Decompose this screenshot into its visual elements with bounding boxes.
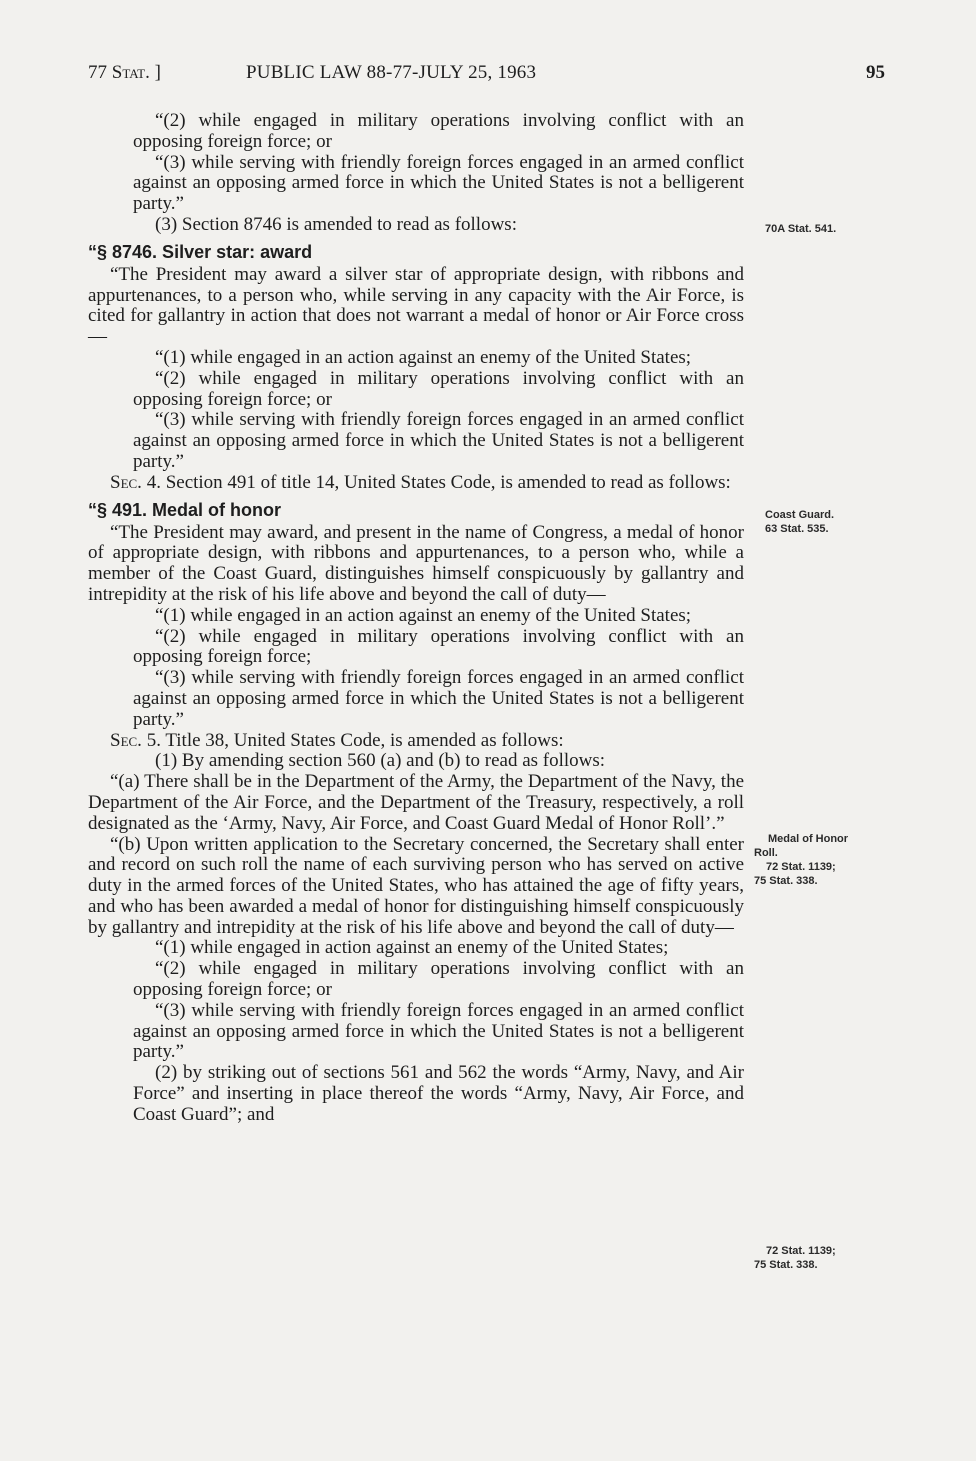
section-560-b: “(b) Upon written application to the Secretary concerned, the Secretary shall enter and record on such roll the name of each surviving person who has served on active duty in the armed forces of the United States, who has attained the age of fifty years, and who has been awarded a medal of honor for distinguishing himself conspicuously by gallantry and intrepidity at the risk of his life above and beyond the call of duty—: [88, 833, 744, 938]
section-491-heading: “§ 491. Medal of honor: [88, 499, 282, 520]
sec-5: Sec. 5. Title 38, United States Code, is amended as follows:: [110, 729, 564, 751]
section-560-a: “(a) There shall be in the Department of the Army, the Department of the Navy, the Department of the Air Force, and the Department of the Treasury, respectively, a roll designated as the ‘Army, Navy, Air Force, and Coast Guard Medal of Honor Roll’.”: [88, 771, 744, 834]
section-491-item-1: “(1) while engaged in an action against an enemy of the United States;: [155, 604, 692, 626]
section-491-item-2: “(2) while engaged in military operations involving conflict with an opposing foreign force;: [133, 625, 744, 668]
section-8746-heading: “§ 8746. Silver star: award: [88, 241, 313, 262]
page-number: 95: [866, 62, 885, 83]
sec-4: Sec. 4. Section 491 of title 14, United States Code, is amended to read as follows:: [110, 471, 731, 493]
section-8746-item-1: “(1) while engaged in an action against an enemy of the United States;: [155, 346, 692, 368]
section-491-intro: “The President may award, and present in the name of Congress, a medal of honor of appropriate design, with ribbons and appurtenances, to a person who, while a member of the Coast Guard, distinguishes himself conspicuously by gallantry and intrepidity at the risk of his life above and beyond the call of duty—: [88, 521, 744, 605]
sidenote-medal-of-honor-roll: Medal of Honor Roll. 72 Stat. 1139; 75 Stat. 338.: [754, 833, 849, 887]
sidenote-70a-stat: 70A Stat. 541.: [765, 223, 837, 235]
section-8746-item-3: “(3) while serving with friendly foreign forces engaged in an armed conflict against an opposing armed force in which the United States is not a belligerent party.”: [133, 409, 744, 472]
page-header: [88, 62, 888, 86]
section-8746-intro: “The President may award a silver star of appropriate design, with ribbons and appurtenances, to a person who, while serving in any capacity with the Air Force, is cited for gallantry in action that does not warrant a medal of honor or Air Force cross—: [88, 263, 744, 348]
section-560-item-2: “(2) while engaged in military operations involving conflict with an opposing foreign force; or: [133, 958, 744, 1001]
sec-5-amendment-2: (2) by striking out of sections 561 and 562 the words “Army, Navy, and Air Force” and inserting in place thereof the words “Army, Navy, Air Force, and Coast Guard”; and: [133, 1062, 744, 1125]
section-491-item-3: “(3) while serving with friendly foreign forces engaged in an armed conflict against an opposing armed force in which the United States is not a belligerent party.”: [133, 667, 744, 730]
section-560-item-1: “(1) while engaged in action against an enemy of the United States;: [155, 937, 669, 959]
sidenote-coast-guard: Coast Guard. 63 Stat. 535.: [765, 509, 835, 535]
amendment-3: (3) Section 8746 is amended to read as follows:: [155, 213, 517, 235]
body-text: [88, 111, 744, 1126]
sidenote-72-stat: 72 Stat. 1139; 75 Stat. 338.: [754, 1245, 836, 1271]
statute-volume: 77 Stat. ]: [88, 62, 161, 83]
section-560-item-3: “(3) while serving with friendly foreign forces engaged in an armed conflict against an opposing armed force in which the United States is not a belligerent party.”: [133, 999, 744, 1063]
clause-3: “(3) while serving with friendly foreign forces engaged in an armed conflict against an opposing armed force in which the United States is not a belligerent party.”: [133, 151, 744, 215]
clause-2: “(2) while engaged in military operations involving conflict with an opposing foreign force; or: [133, 110, 744, 152]
section-8746-item-2: “(2) while engaged in military operations involving conflict with an opposing foreign force; or: [133, 367, 744, 410]
running-title: PUBLIC LAW 88-77-JULY 25, 1963: [246, 62, 537, 83]
sec-5-amendment-1: (1) By amending section 560 (a) and (b) to read as follows:: [155, 750, 606, 772]
